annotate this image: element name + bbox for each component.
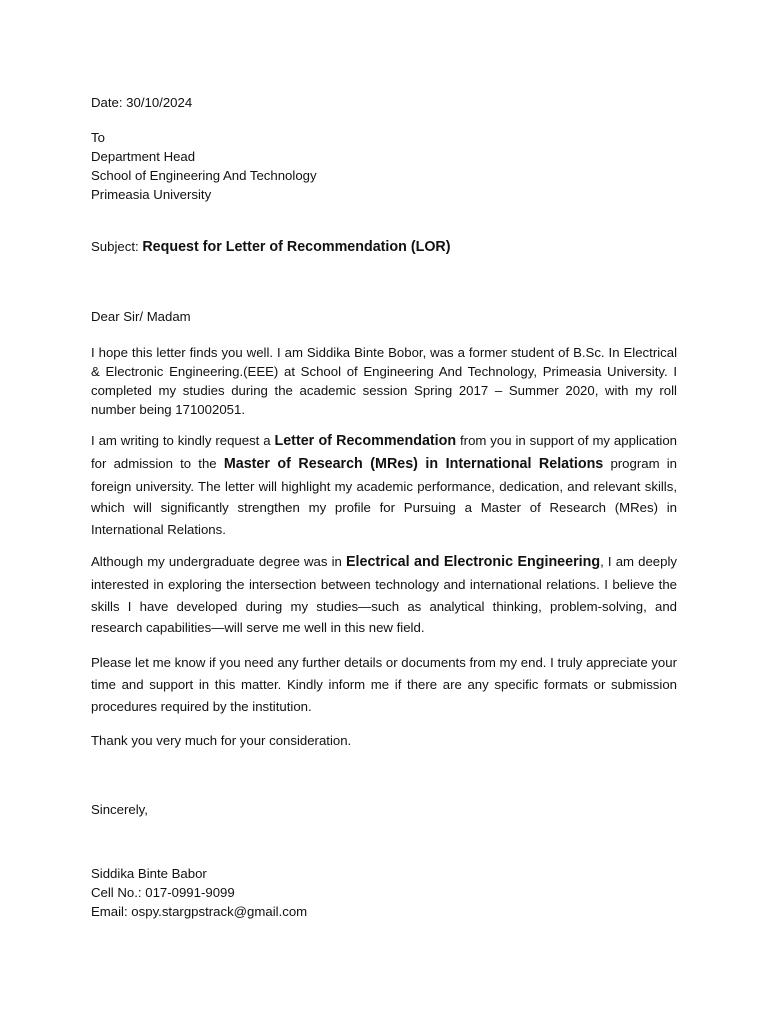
- paragraph-4: Please let me know if you need any further details or documents from my end. I truly appreciate your time and support in this matter. Kindly inform me if there are any specific formats or submission procedures required by the institution.: [91, 655, 677, 714]
- paragraph-3: [91, 551, 677, 639]
- signature-email: Email: ospy.stargpstrack@gmail.com: [91, 904, 308, 919]
- paragraph-3-part-2: , I am deeply interested in exploring the intersection between technology and international relations. I believe the skills I have developed during my studies—such as analytical thinking, problem-solving, and research capabilities—will serve me well in this new field.: [91, 554, 678, 636]
- signature-name: Siddika Binte Babor: [91, 866, 207, 881]
- subject-prefix: Subject:: [91, 239, 143, 254]
- signature-cell: Cell No.: 017-0991-9099: [91, 885, 235, 900]
- recipient-line-1: Department Head: [91, 149, 196, 164]
- paragraph-2: [91, 430, 677, 541]
- subject-text: Request for Letter of Recommendation (LOR): [142, 239, 451, 255]
- salutation: Dear Sir/ Madam: [91, 309, 191, 324]
- paragraph-2-part-1: I am writing to kindly request a: [91, 433, 275, 448]
- letter-page: [91, 0, 677, 1024]
- recipient-line-3: Primeasia University: [91, 187, 212, 202]
- recipient-to: To: [91, 130, 105, 145]
- paragraph-2-emphasis-2: Master of Research (MRes) in International Relations: [223, 455, 604, 472]
- paragraph-3-part-1: Although my undergraduate degree was in: [91, 554, 347, 569]
- closing: Sincerely,: [91, 802, 148, 817]
- subject-line: [91, 237, 451, 257]
- paragraph-2-part-2: from you in support of my application for admission to the: [91, 433, 677, 471]
- thanks-line: Thank you very much for your consideration.: [91, 733, 352, 748]
- paragraph-2-part-3: program in foreign university. The letter will highlight my academic performance, dedication, and relevant skills, which will significantly strengthen my profile for Pursuing a Master of Research (MRes) in International Relations.: [91, 455, 678, 538]
- paragraph-1: I hope this letter finds you well. I am Siddika Binte Bobor, was a former student of B.Sc. In Electrical & Electronic Engineering.(EEE) at School of Engineering And Technology, Primeasia University. I completed my studies during the academic session Spring 2017 – Summer 2020, with my roll number being 171002051.: [91, 345, 677, 417]
- recipient-line-2: School of Engineering And Technology: [91, 168, 317, 183]
- letter-date: Date: 30/10/2024: [91, 95, 193, 110]
- paragraph-2-emphasis-1: Letter of Recommendation: [274, 433, 457, 449]
- paragraph-3-emphasis-1: Electrical and Electronic Engineering: [346, 554, 601, 570]
